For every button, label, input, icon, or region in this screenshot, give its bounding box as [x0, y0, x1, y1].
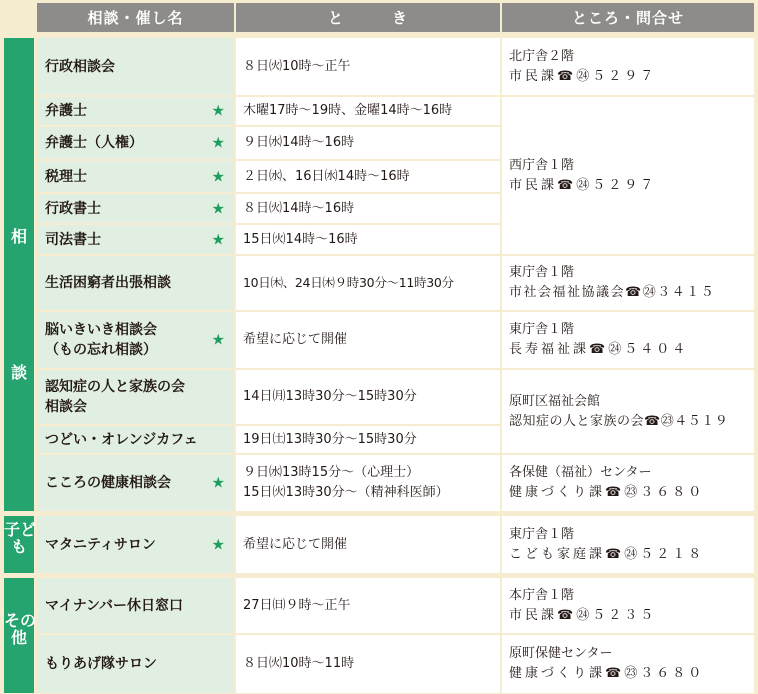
- event-time: 19日㈯13時30分～15時30分: [236, 426, 500, 453]
- category-other: [4, 578, 37, 693]
- contact-phone: 市民課☎㉔５２９７: [509, 177, 657, 193]
- contact-phone: 市社会福祉協議会☎㉔３４１５: [509, 285, 716, 300]
- header-place: ところ・問合せ: [502, 3, 754, 32]
- event-name: 脳いきいき相談会 （もの忘れ相談） ★: [37, 312, 234, 368]
- event-time: 希望に応じて開催: [236, 312, 500, 368]
- star-icon: ★: [211, 330, 225, 349]
- event-place: 東庁舎１階 こども家庭課☎㉔５２１８: [502, 516, 754, 573]
- category-consultation-label: 相 談: [10, 227, 27, 382]
- event-name: こころの健康相談会 ★: [37, 455, 234, 511]
- event-name: 弁護士 ★: [37, 97, 234, 125]
- event-name: もりあげ隊サロン: [37, 635, 234, 693]
- category-other-label: その 他: [4, 611, 37, 647]
- event-name: 生活困窮者出張相談: [37, 256, 234, 310]
- event-name: 認知症の人と家族の会 相談会: [37, 370, 234, 424]
- contact-phone: 健康づくり課☎㉓３６８０: [509, 485, 705, 500]
- contact-phone: 健康づくり課☎㉓３６８０: [509, 666, 705, 681]
- event-place: 東庁舎１階 長寿福祉課☎㉔５４０４: [502, 312, 754, 368]
- event-time: 木曜17時～19時、金曜14時～16時: [236, 97, 500, 125]
- event-place: 各保健（福祉）センター 健康づくり課☎㉓３６８０: [502, 455, 754, 511]
- event-place: 西庁舎１階 市民課☎㉔５２９７: [502, 97, 754, 254]
- contact-phone: こども家庭課☎㉔５２１８: [509, 546, 705, 562]
- header-name: 相談・催し名: [37, 3, 234, 32]
- header-time: と き: [236, 3, 500, 32]
- event-name: 税理士 ★: [37, 161, 234, 192]
- event-time: ８日㈫10時～正午: [236, 38, 500, 95]
- contact-phone: 長寿福祉課☎㉔５４０４: [509, 342, 689, 357]
- event-time: ８日㈫14時～16時: [236, 194, 500, 223]
- event-place: 原町保健センター 健康づくり課☎㉓３６８０: [502, 635, 754, 693]
- event-time: ９日㈬14時～16時: [236, 127, 500, 159]
- event-time: 10日㈭、24日㈭９時30分～11時30分: [236, 256, 500, 310]
- event-name: マイナンバー休日窓口: [37, 578, 234, 633]
- star-icon: ★: [211, 473, 225, 492]
- event-place: 原町区福祉会館 認知症の人と家族の会☎㉓４５１９: [502, 370, 754, 453]
- event-time: ２日㈬、16日㈬14時～16時: [236, 161, 500, 192]
- event-place: 東庁舎１階 市社会福祉協議会☎㉔３４１５: [502, 256, 754, 310]
- star-icon: ★: [211, 133, 225, 152]
- category-consultation: [4, 38, 34, 511]
- event-time: 希望に応じて開催: [236, 516, 500, 573]
- star-icon: ★: [211, 101, 225, 120]
- event-name: 行政書士 ★: [37, 194, 234, 223]
- contact-phone: 市民課☎㉔５２９７: [509, 68, 657, 84]
- category-children-label: 子ど も: [4, 520, 37, 556]
- event-time: ９日㈬13時15分～（心理士） 15日㈫13時30分～（精神科医師）: [236, 455, 500, 511]
- contact-phone: 認知症の人と家族の会☎㉓４５１９: [509, 413, 729, 429]
- star-icon: ★: [211, 230, 225, 248]
- event-name: 弁護士（人権） ★: [37, 127, 234, 159]
- event-time: 27日㈰９時～正午: [236, 578, 500, 633]
- event-name: 行政相談会: [37, 38, 234, 95]
- category-children: [4, 516, 37, 573]
- event-place: 北庁舎２階 市民課☎㉔５２９７: [502, 38, 754, 95]
- event-time: ８日㈫10時～11時: [236, 635, 500, 693]
- event-name: 司法書士 ★: [37, 225, 234, 254]
- event-name: つどい・オレンジカフェ: [37, 426, 234, 453]
- star-icon: ★: [211, 535, 225, 553]
- event-name: マタニティサロン ★: [37, 516, 234, 573]
- event-time: 15日㈫14時～16時: [236, 225, 500, 254]
- star-icon: ★: [211, 199, 225, 217]
- event-place: 本庁舎１階 市民課☎㉔５２３５: [502, 578, 754, 633]
- star-icon: ★: [211, 167, 225, 185]
- event-time: 14日㈪13時30分～15時30分: [236, 370, 500, 424]
- contact-phone: 市民課☎㉔５２３５: [509, 607, 657, 623]
